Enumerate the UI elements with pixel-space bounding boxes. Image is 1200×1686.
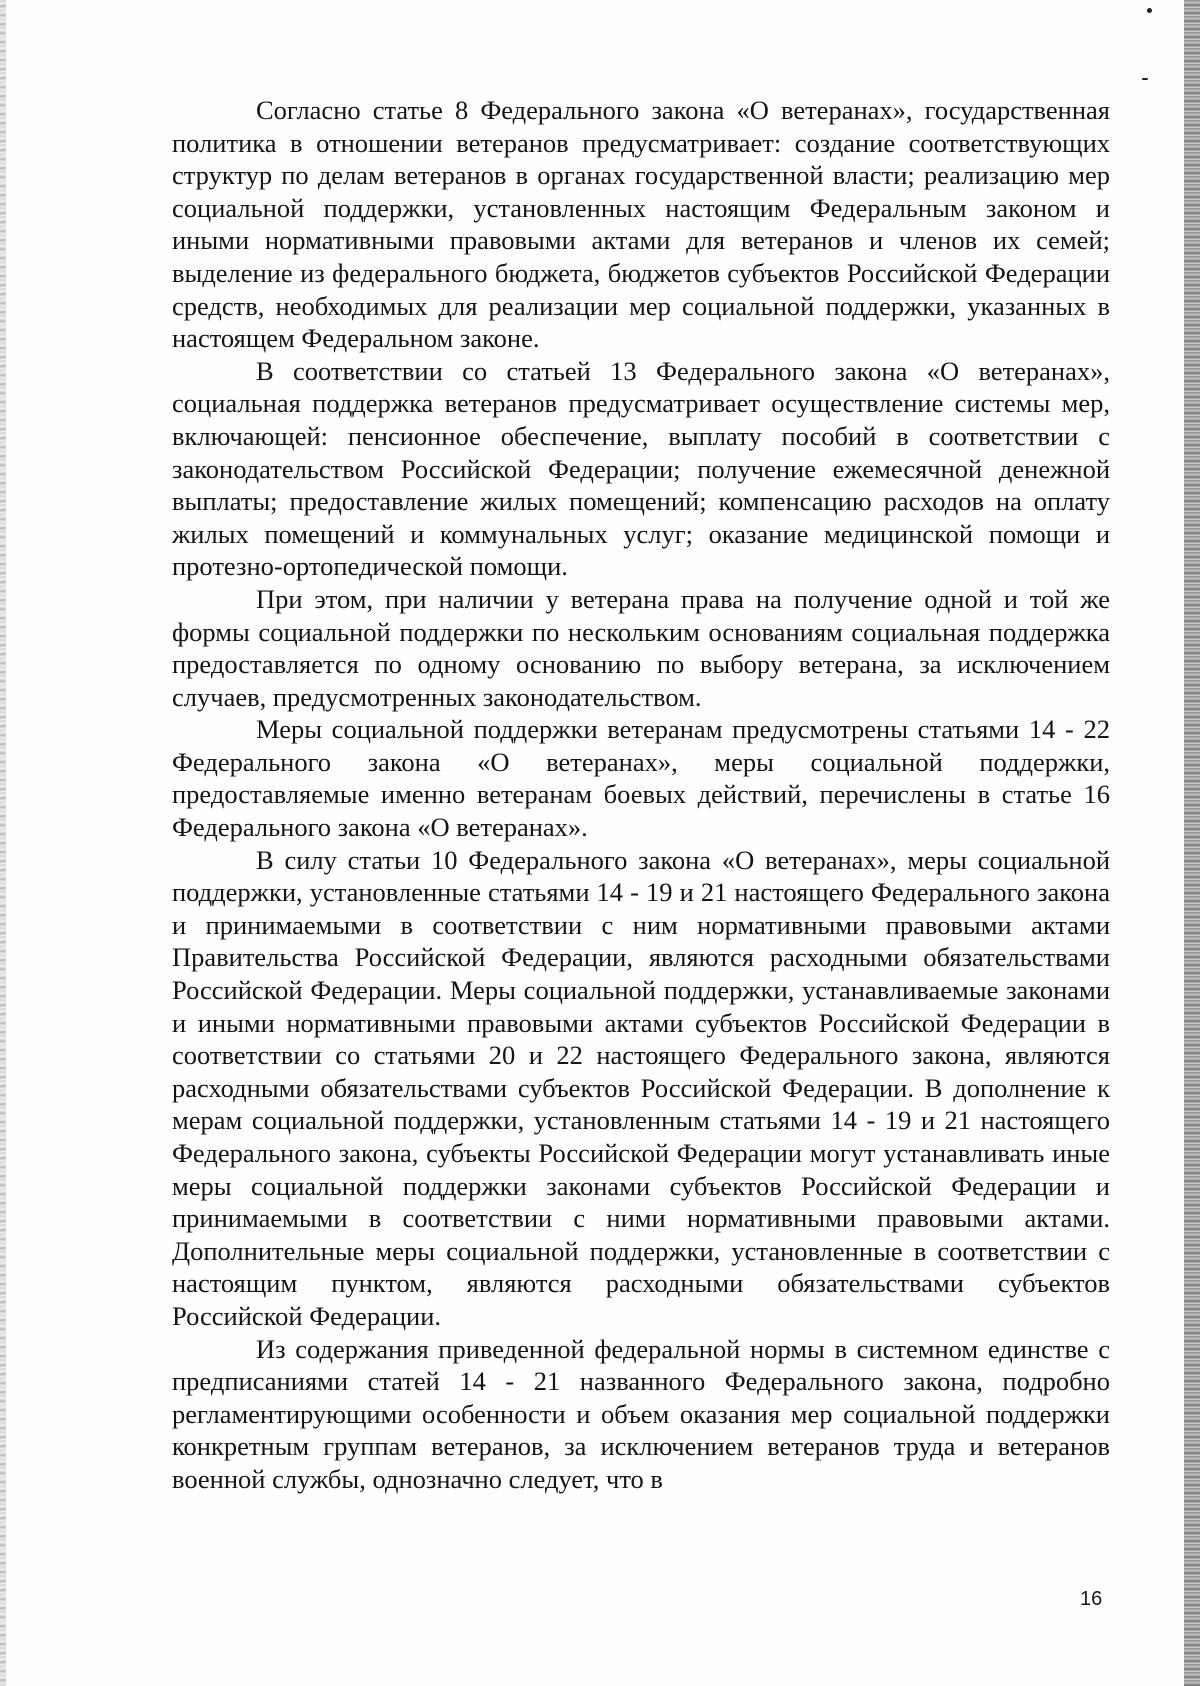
scan-speck — [1147, 8, 1152, 13]
paragraph-article-8: Согласно статье 8 Федерального закона «О ветеранах», государственная политика в отношении ветеранов предусматривает: создание соответствующих структур по делам ветеранов в органах государственной власти; реализацию мер социальной поддержки, установленных настоящим Федеральным законом и иными нормативными правовыми актами для ветеранов и членов их семей; выделение из федерального бюджета, бюджетов субъектов Российской Федерации средств, необходимых для реализации мер социальной поддержки, указанных в настоящем Федеральном законе. — [172, 95, 1110, 354]
page-number: 16 — [1080, 1588, 1103, 1610]
scan-edge-right — [1184, 0, 1200, 1686]
paragraph-articles-14-22: Меры социальной поддержки ветеранам предусмотрены статьями 14 - 22 Федерального закона «О ветеранах», меры социальной поддержки, предоставляемые именно ветеранам боевых действий, перечислены в статье 16 Федерального закона «О ветеранах». — [172, 714, 1110, 843]
scan-edge-left — [0, 0, 6, 1686]
paragraph-article-10: В силу статьи 10 Федерального закона «О ветеранах», меры социальной поддержки, установленные статьями 14 - 19 и 21 настоящего Федерального закона и принимаемыми в соответствии с ним нормативными правовыми актами Правительства Российской Федерации, являются расходными обязательствами Российской Федерации. Меры социальной поддержки, устанавливаемые законами и иными нормативными правовыми актами субъектов Российской Федерации в соответствии со статьями 20 и 22 настоящего Федерального закона, являются расходными обязательствами субъектов Российской Федерации. В дополнение к мерам социальной поддержки, установленным статьями 14 - 19 и 21 настоящего Федерального закона, субъекты Российской Федерации могут устанавливать иные меры социальной поддержки законами субъектов Российской Федерации и принимаемыми в соответствии с ними нормативными правовыми актами. Дополнительные меры социальной поддержки, установленные в соответствии с настоящим пунктом, являются расходными обязательствами субъектов Российской Федерации. — [172, 844, 1110, 1331]
paragraph-article-13: В соответствии со статьей 13 Федерального закона «О ветеранах», социальная поддержка ветеранов предусматривает осуществление системы мер, включающей: пенсионное обеспечение, выплату пособий в соответствии с законодательством Российской Федерации; получение ежемесячной денежной выплаты; предоставление жилых помещений; компенсацию расходов на оплату жилых помещений и коммунальных услуг; оказание медицинской помощи и протезно-ортопедической помощи. — [172, 355, 1110, 582]
paragraph-conclusion: Из содержания приведенной федеральной нормы в системном единстве с предписаниями статей 14 - 21 названного Федерального закона, подробно регламентирующими особенности и объем оказания мер социальной поддержки конкретным группам ветеранов, за исключением ветеранов труда и ветеранов военной службы, однозначно следует, что в — [172, 1333, 1110, 1494]
document-body — [172, 94, 1110, 1496]
scan-speck — [1142, 78, 1148, 80]
paragraph-multiple-grounds: При этом, при наличии у ветерана права на получение одной и той же формы социальной поддержки по нескольким основаниям социальная поддержка предоставляется по одному основанию по выбору ветерана, за исключением случаев, предусмотренных законодательством. — [172, 583, 1110, 712]
